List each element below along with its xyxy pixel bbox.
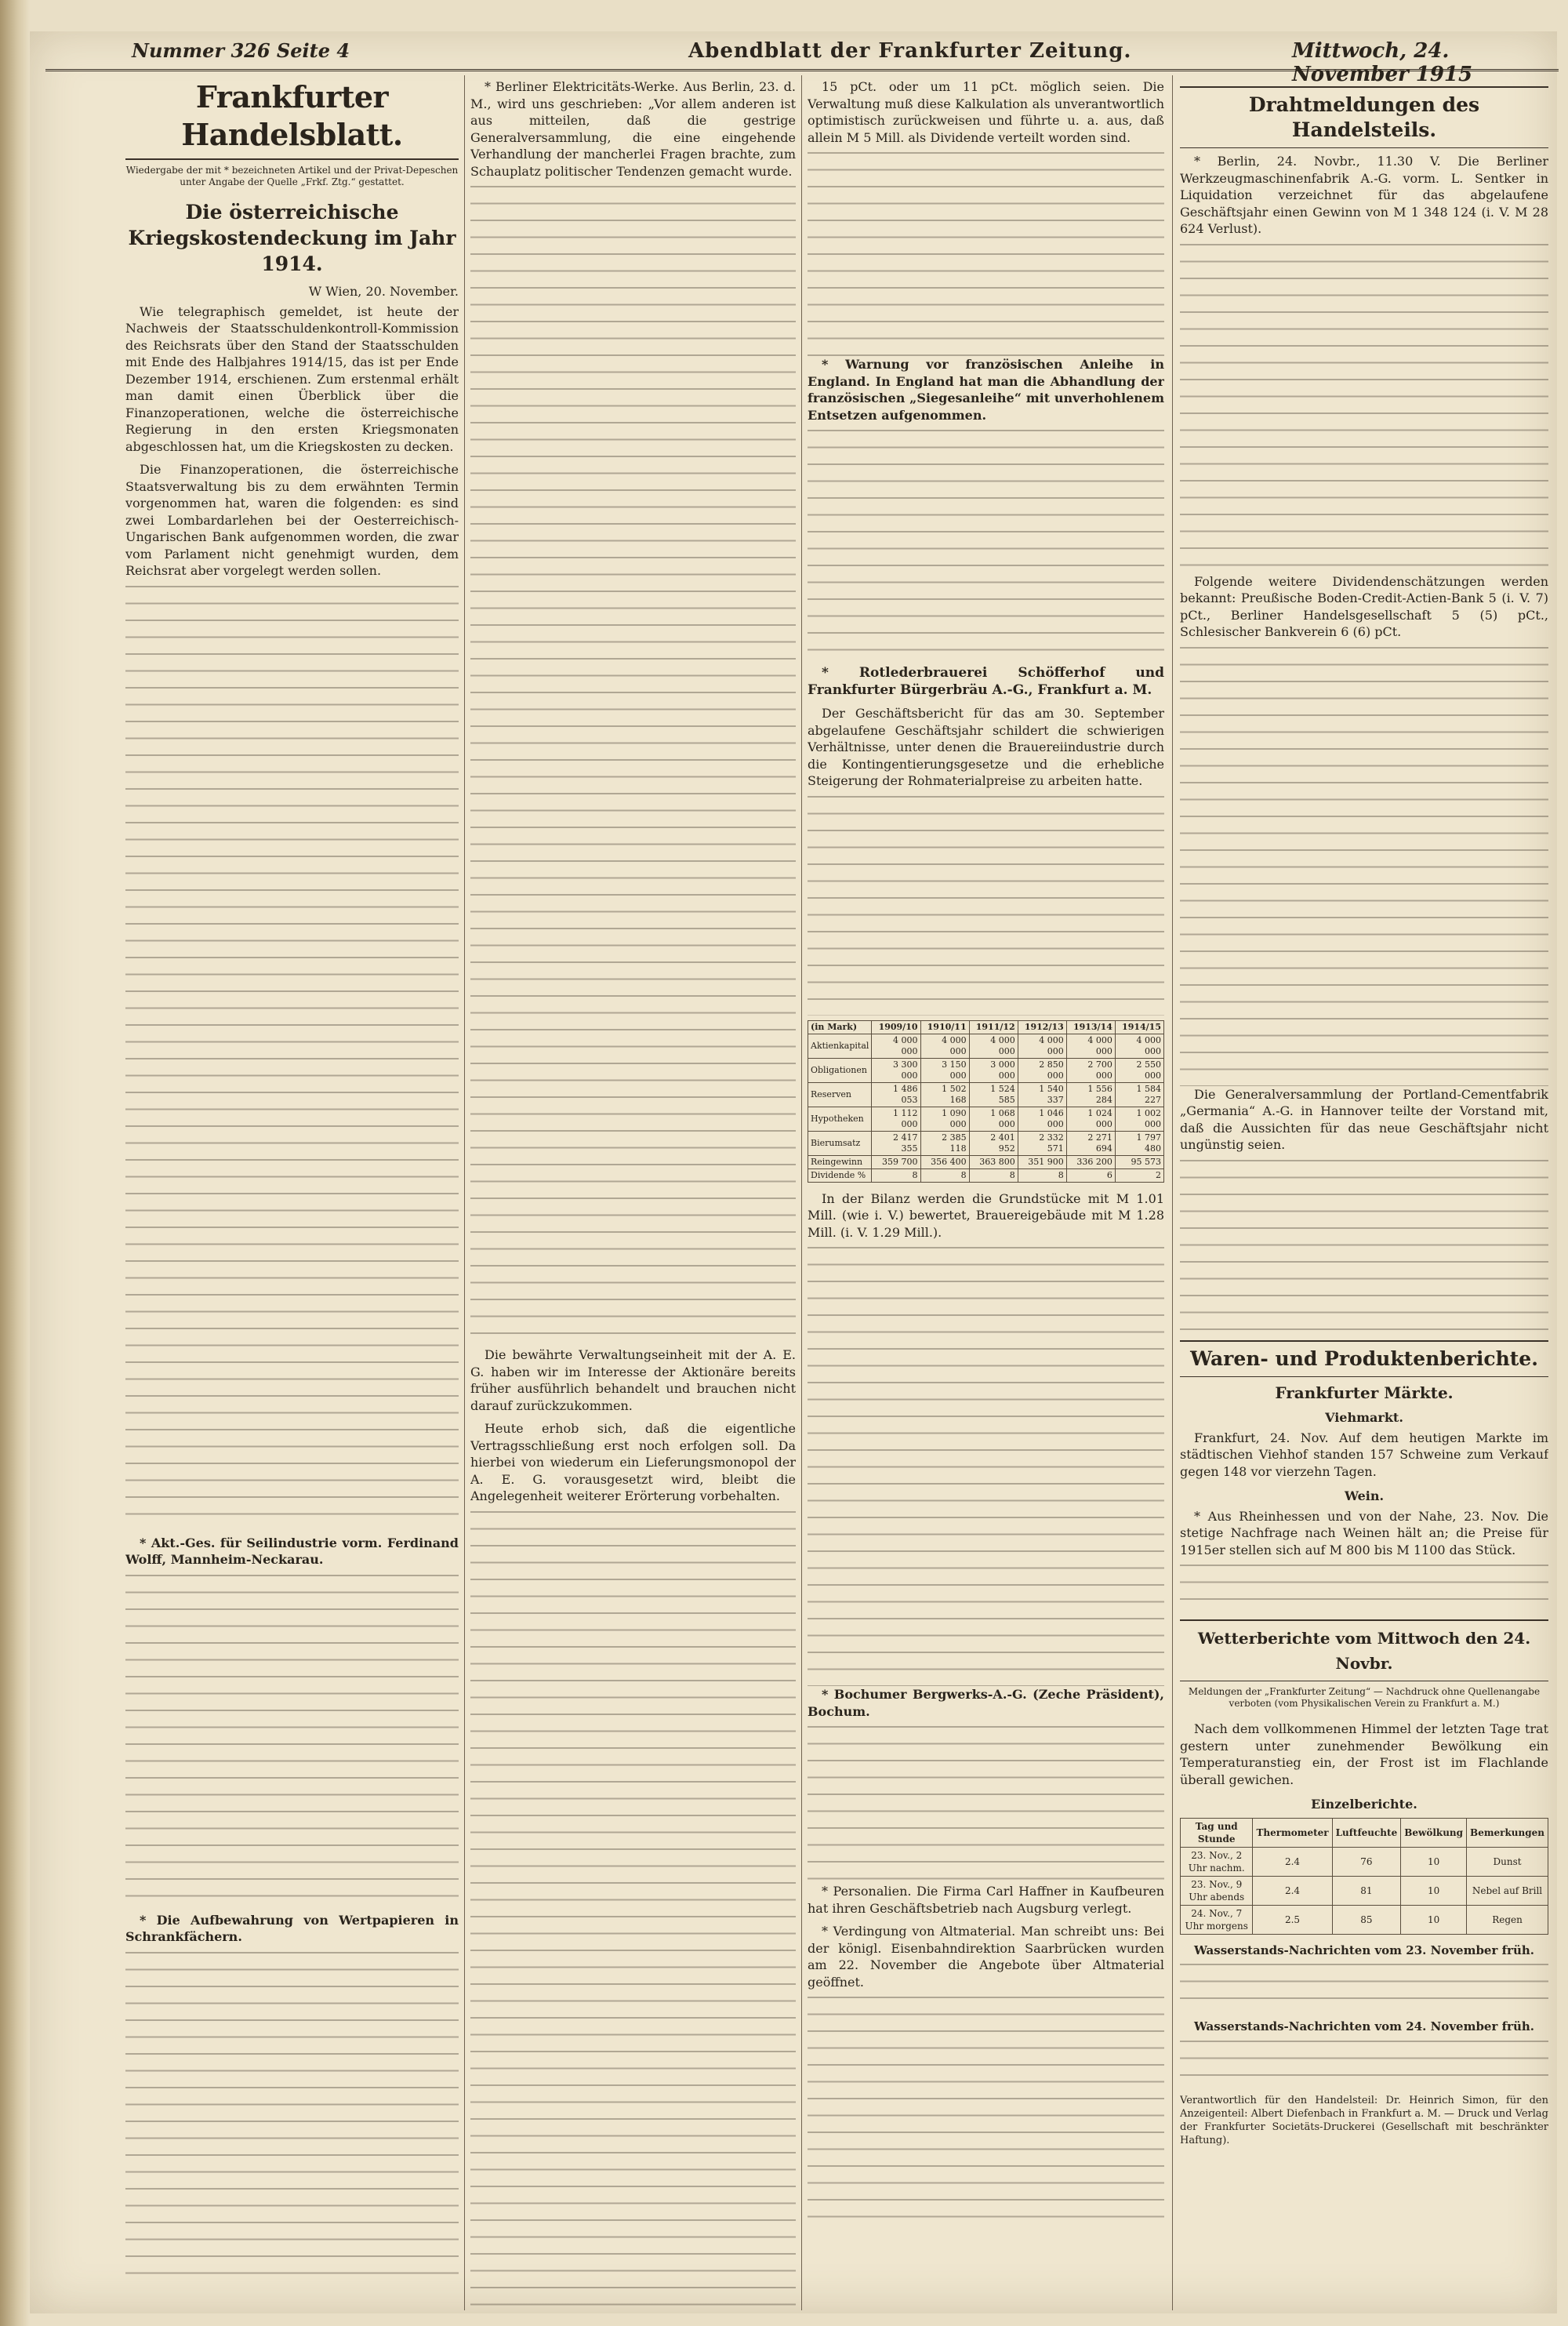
table-row (808, 1131, 1164, 1155)
table-row (808, 1082, 1164, 1107)
table-cell: 4 000 000 (1115, 1034, 1163, 1058)
table-row (808, 1168, 1164, 1182)
article-heading: * Akt.-Ges. für Seilindustrie vorm. Ferdinand Wolff, Mannheim-Neckarau. (125, 1535, 459, 1567)
paragraph: In der Bilanz werden die Grundstücke mit M 1.01 Mill. (wie i. V.) bewertet, Brauereigebäude mit M 1.28 Mill. (i. V. 1.29 Mill.). (808, 1190, 1164, 1240)
table-cell: Nebel auf Brill (1467, 1876, 1548, 1905)
table-cell: 2 (1115, 1168, 1163, 1182)
table-cell: 4 000 000 (1018, 1034, 1066, 1058)
masthead (45, 35, 1559, 86)
table-cell: 10 (1401, 1876, 1467, 1905)
body-text-lines (1180, 1964, 1548, 2011)
column-rule (801, 75, 802, 2310)
article-lead: 15 pCt. oder um 11 pCt. möglich seien. Die Verwaltung muß diese Kalkulation als unverantwortlich optimistisch zurückweisen und führte u. a. aus, daß allein M 5 Mill. als Dividende verteilt worden sind. (808, 79, 1164, 145)
table-row (808, 1034, 1164, 1058)
body-text-lines (808, 1997, 1164, 2232)
table-header-cell: 1910/11 (920, 1020, 969, 1034)
reprint-note: Wiedergabe der mit * bezeichneten Artikel und der Privat-Depeschen unter Angabe der Quelle „Frkf. Ztg.“ gestattet. (125, 165, 459, 187)
column-4 (1180, 78, 1548, 2306)
table-header-cell: Thermometer (1253, 1818, 1332, 1847)
table-cell: 336 200 (1066, 1155, 1115, 1168)
table-cell: 2.4 (1253, 1876, 1332, 1905)
subsection-title: Viehmarkt. (1325, 1410, 1403, 1425)
table-cell: Bierumsatz (808, 1131, 872, 1155)
table-row (1181, 1905, 1548, 1934)
body-text-lines (1180, 1565, 1548, 1612)
article-heading: * Rotlederbrauerei Schöfferhof und Frankfurter Bürgerbräu A.-G., Frankfurt a. M. (808, 665, 1164, 698)
body-text-lines (125, 586, 459, 1527)
table-header-cell: Bewölkung (1401, 1818, 1467, 1847)
table-header-cell: 1909/10 (872, 1020, 920, 1034)
paragraph: Der Geschäftsbericht für das am 30. September abgelaufene Geschäftsjahr schildert die schwierigen Verhältnisse, unter denen die Brauereiindustrie durch die Kontingentierungsgesetze und die erhebliche Steigerung der Rohmaterialpreise zu arbeiten hatte. (808, 706, 1164, 788)
article-heading: * Warnung vor französischen Anleihe in England. In England hat man die Abhandlung der französischen „Siegesanleihe“ mit unverhohlenem Entsetzen aufgenommen. (808, 357, 1164, 423)
subsection-title: Frankfurter Märkte. (1275, 1383, 1454, 1402)
table-cell: 8 (920, 1168, 969, 1182)
section-title: Drahtmeldungen des Handelsteils. (1180, 86, 1548, 148)
paragraph: Die bewährte Verwaltungseinheit mit der A. E. G. haben wir im Interesse der Aktionäre bereits früher ausführlich behandelt und brauchen nicht darauf zurückzukommen. (470, 1347, 796, 1413)
table-cell: 1 068 000 (969, 1107, 1018, 1131)
weather-note: Meldungen der „Frankfurter Zeitung“ — Nachdruck ohne Quellenangabe verboten (vom Physikalischen Verein zu Frankfurt a. M.) (1188, 1686, 1541, 1709)
article-heading: * Bochumer Bergwerks-A.-G. (Zeche Präsident), Bochum. (808, 1687, 1164, 1719)
table-cell: 4 000 000 (920, 1034, 969, 1058)
financial-table (808, 1020, 1164, 1183)
table-row (808, 1107, 1164, 1131)
table-cell: 10 (1401, 1905, 1467, 1934)
table-cell: Dividende % (808, 1168, 872, 1182)
table-cell: 8 (1018, 1168, 1066, 1182)
paragraph: Die Generalversammlung der Portland-Cementfabrik „Germania“ A.-G. in Hannover teilte der Vorstand mit, daß die Aussichten für das neue Geschäftsjahr nicht ungünstig seien. (1180, 1086, 1548, 1152)
section-title: Frankfurter Handelsblatt. (125, 78, 459, 160)
table-cell: 23. Nov., 9 Uhr abends (1181, 1876, 1253, 1905)
subsection-title: Einzelberichte. (1311, 1797, 1417, 1812)
table-cell: 81 (1332, 1876, 1401, 1905)
table-cell: 2.5 (1253, 1905, 1332, 1934)
table-header-cell: Tag und Stunde (1181, 1818, 1253, 1847)
section-title: Waren- und Produktenberichte. (1180, 1340, 1548, 1377)
table-cell: 359 700 (872, 1155, 920, 1168)
body-text-lines (808, 1726, 1164, 1883)
dateline: W Wien, 20. November. (308, 284, 459, 299)
table-cell: 3 000 000 (969, 1058, 1018, 1082)
article-lead: * Berlin, 24. Novbr., 11.30 V. Die Berliner Werkzeugmaschinenfabrik A.-G. vorm. L. Sentker in Liquidation verzeichnet für das abgelaufene Geschäftsjahr einen Gewinn von M 1 348 124 (i. V. M 28 624 Verlust). (1180, 154, 1548, 236)
table-cell: 95 573 (1115, 1155, 1163, 1168)
table-cell: 2 550 000 (1115, 1058, 1163, 1082)
article-heading: * Die Aufbewahrung von Wertpapieren in Schrankfächern. (125, 1912, 459, 1944)
paragraph: Folgende weitere Dividendenschätzungen werden bekannt: Preußische Boden-Credit-Actien-Bank 5 (i. V. 7) pCt., Berliner Handelsgesellschaft 5 (5) pCt., Schlesischer Bankverein 6 (6) pCt. (1180, 573, 1548, 639)
table-cell: 1 002 000 (1115, 1107, 1163, 1131)
table-cell: 24. Nov., 7 Uhr morgens (1181, 1905, 1253, 1934)
table-cell: 2 401 952 (969, 1131, 1018, 1155)
table-cell: 2.4 (1253, 1847, 1332, 1876)
column-3 (808, 78, 1164, 2306)
page-number: Nummer 326 Seite 4 (132, 39, 350, 62)
body-text-lines (1180, 2041, 1548, 2088)
body-text-lines (1180, 1160, 1548, 1332)
weather-table (1180, 1818, 1548, 1935)
table-cell: 1 584 227 (1115, 1082, 1163, 1107)
table-row (1181, 1876, 1548, 1905)
table-cell: 85 (1332, 1905, 1401, 1934)
table-header-cell: 1913/14 (1066, 1020, 1115, 1034)
body-text-lines (1180, 647, 1548, 1086)
table-cell: 1 024 000 (1066, 1107, 1115, 1131)
table-cell: Regen (1467, 1905, 1548, 1934)
table-cell: Reingewinn (808, 1155, 872, 1168)
paragraph: Nach dem vollkommenen Himmel der letzten Tage trat gestern unter zunehmender Bewölkung ein Temperaturanstieg ein, der Frost ist im Flachlande überall gewichen. (1180, 1721, 1548, 1787)
table-cell: 1 524 585 (969, 1082, 1018, 1107)
scan-binding-edge (0, 0, 30, 2326)
table-row (808, 1058, 1164, 1082)
paragraph: * Personalien. Die Firma Carl Haffner in Kaufbeuren hat ihren Geschäftsbetrieb nach Augsburg verlegt. (808, 1884, 1164, 1916)
table-header-cell: 1914/15 (1115, 1020, 1163, 1034)
column-rule (464, 75, 465, 2310)
subsection-title: Wasserstands-Nachrichten vom 23. November früh. (1194, 1943, 1534, 1957)
section-title: Wetterberichte vom Mittwoch den 24. Novbr. (1180, 1619, 1548, 1681)
table-cell: 3 300 000 (872, 1058, 920, 1082)
table-row (808, 1155, 1164, 1168)
table-header-cell: 1911/12 (969, 1020, 1018, 1034)
issue-date: Mittwoch, 24. November 1915 (1292, 39, 1473, 86)
table-cell: Reserven (808, 1082, 872, 1107)
paragraph: Heute erhob sich, daß die eigentliche Vertragsschließung erst noch erfolgen soll. Da hierbei von wiederum ein Lieferungsmonopol der A. E. G. vorausgesetzt wird, bleibt die Angelegenheit weiterer Erörterung vorbehalten. (470, 1421, 796, 1503)
table-header-cell: Bemerkungen (1467, 1818, 1548, 1847)
table-cell: 1 797 480 (1115, 1131, 1163, 1155)
paragraph: * Verdingung von Altmaterial. Man schreibt uns: Bei der königl. Eisenbahndirektion Saarbrücken wurden am 22. November die Angebote über Altmaterial geöffnet. (808, 1924, 1164, 1990)
paragraph: Frankfurt, 24. Nov. Auf dem heutigen Markte im städtischen Viehhof standen 157 Schweine zum Verkauf gegen 148 vor vierzehn Tagen. (1180, 1430, 1548, 1479)
column-rule (1172, 75, 1173, 2310)
body-text-lines (808, 152, 1164, 356)
body-text-lines (808, 430, 1164, 665)
table-cell: 363 800 (969, 1155, 1018, 1168)
table-cell: 4 000 000 (969, 1034, 1018, 1058)
table-cell: 1 502 168 (920, 1082, 969, 1107)
table-cell: 351 900 (1018, 1155, 1066, 1168)
table-cell: 23. Nov., 2 Uhr nachm. (1181, 1847, 1253, 1876)
table-cell: 1 112 000 (872, 1107, 920, 1131)
body-text-lines (808, 1247, 1164, 1686)
table-cell: 8 (969, 1168, 1018, 1182)
table-cell: 76 (1332, 1847, 1401, 1876)
newspaper-name: Abendblatt der Frankfurter Zeitung. (688, 39, 1132, 63)
table-cell: Obligationen (808, 1058, 872, 1082)
table-cell: 3 150 000 (920, 1058, 969, 1082)
table-cell: 1 486 053 (872, 1082, 920, 1107)
body-text-lines (1180, 244, 1548, 573)
paragraph: * Aus Rheinhessen und von der Nahe, 23. Nov. Die stetige Nachfrage nach Weinen hält an; die Preise für 1915er stellen sich auf M 800 bis M 1100 das Stück. (1180, 1508, 1548, 1557)
table-cell: 1 556 284 (1066, 1082, 1115, 1107)
table-cell: 10 (1401, 1847, 1467, 1876)
subsection-title: Wasserstands-Nachrichten vom 24. November früh. (1194, 2019, 1534, 2033)
table-cell: Aktienkapital (808, 1034, 872, 1058)
table-cell: 1 090 000 (920, 1107, 969, 1131)
table-cell: 1 046 000 (1018, 1107, 1066, 1131)
article-lead: * Berliner Elektricitäts-Werke. Aus Berlin, 23. d. M., wird uns geschrieben: „Vor allem anderen ist aus mitteilen, daß die gestrige Generalversammlung, die eine eingehende Verhandlung der mancherlei Fragen brachte, zum Schauplatz politischer Tendenzen gemacht wurde. (470, 79, 796, 179)
table-cell: 4 000 000 (1066, 1034, 1115, 1058)
body-text-lines (470, 186, 796, 1347)
table-header-cell: (in Mark) (808, 1020, 872, 1034)
article-title: Die österreichische Kriegskostendeckung im Jahr 1914. (128, 201, 456, 275)
table-header-cell: Luftfeuchte (1332, 1818, 1401, 1847)
table-cell: 1 540 337 (1018, 1082, 1066, 1107)
body-text-lines (125, 1575, 459, 1904)
table-cell: 2 700 000 (1066, 1058, 1115, 1082)
subsection-title: Wein. (1344, 1488, 1385, 1503)
imprint: Verantwortlich für den Handelsteil: Dr. Heinrich Simon, für den Anzeigenteil: Albert Diefenbach in Frankfurt a. M. — Druck und Verlag der Frankfurter Societäts-Druckerei (Gesellschaft mit beschränkter Haftung). (1180, 2094, 1548, 2146)
table-cell: 6 (1066, 1168, 1115, 1182)
body-text-lines (125, 1952, 459, 2281)
table-cell: 2 332 571 (1018, 1131, 1066, 1155)
table-row (1181, 1847, 1548, 1876)
table-cell: 2 417 355 (872, 1131, 920, 1155)
table-cell: Dunst (1467, 1847, 1548, 1876)
table-cell: 2 271 694 (1066, 1131, 1115, 1155)
table-header-cell: 1912/13 (1018, 1020, 1066, 1034)
body-text-lines (808, 796, 1164, 1016)
table-cell: 4 000 000 (872, 1034, 920, 1058)
table-cell: 356 400 (920, 1155, 969, 1168)
paragraph: Wie telegraphisch gemeldet, ist heute der Nachweis der Staatsschuldenkontroll-Kommission des Reichsrats über den Stand der Staatsschulden mit Ende des Halbjahres 1914/15, das ist per Ende Dezember 1914, erschienen. Zum erstenmal erhält man damit einen Überblick über die Finanzoperationen, welche die österreichische Regierung in den ersten Kriegsmonaten abgeschlossen hat, um die Kriegskosten zu decken. (125, 303, 459, 454)
column-2 (470, 78, 796, 2306)
table-cell: Hypotheken (808, 1107, 872, 1131)
column-1 (125, 78, 459, 2306)
paragraph: Die Finanzoperationen, die österreichische Staatsverwaltung bis zu dem erwähnten Termin vorgenommen hat, waren die folgenden: es sind zwei Lombardarlehen bei der Oesterreichisch-Ungarischen Bank aufgenommen worden, die zwar vom Parlament nicht genehmigt wurden, dem Reichsrat aber vorgelegt werden sollen. (125, 462, 459, 578)
table-cell: 2 385 118 (920, 1131, 969, 1155)
body-text-lines (470, 1511, 796, 2306)
table-cell: 8 (872, 1168, 920, 1182)
table-cell: 2 850 000 (1018, 1058, 1066, 1082)
